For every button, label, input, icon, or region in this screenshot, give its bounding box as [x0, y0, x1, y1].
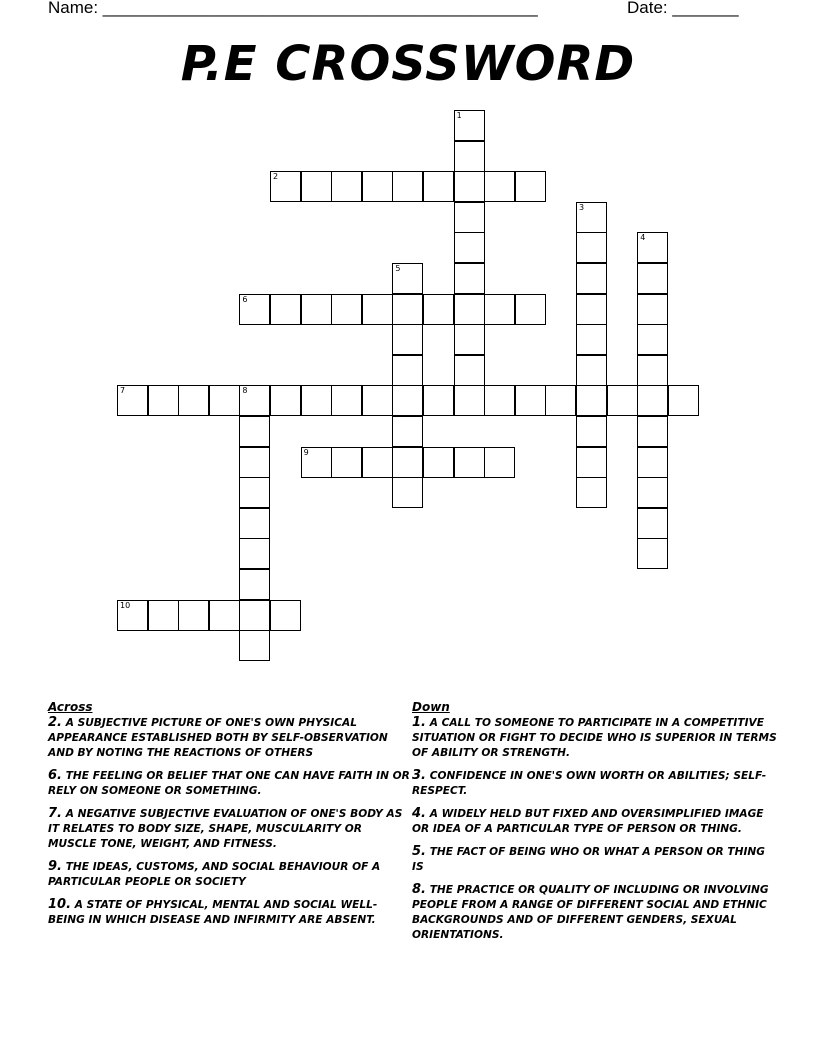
down-clue-4: 4. A WIDELY HELD BUT FIXED AND OVERSIMPLIFIED IMAGE OR IDEA OF A PARTICULAR TYPE OF PERSON OR THING.	[412, 806, 764, 835]
grid-cell[interactable]	[423, 447, 454, 478]
grid-cell[interactable]	[392, 385, 423, 416]
grid-cell[interactable]	[576, 202, 607, 233]
across-clue-7: 7. A NEGATIVE SUBJECTIVE EVALUATION OF ONE'S BODY AS IT RELATES TO BODY SIZE, SHAPE, MUSCULARITY OR MUSCLE TONE, WEIGHT, AND FITNESS.	[48, 806, 403, 850]
grid-cell[interactable]	[545, 385, 576, 416]
grid-cell[interactable]	[362, 171, 393, 202]
grid-cell[interactable]	[301, 447, 332, 478]
grid-cell[interactable]	[239, 508, 270, 539]
grid-cell[interactable]	[178, 600, 209, 631]
grid-cell[interactable]	[392, 324, 423, 355]
grid-cell[interactable]	[209, 385, 240, 416]
grid-cell[interactable]	[515, 385, 546, 416]
down-clues	[412, 700, 777, 950]
grid-cell[interactable]	[576, 385, 607, 416]
across-clues	[48, 700, 413, 935]
grid-cell[interactable]	[301, 171, 332, 202]
down-clue-1: 1. A CALL TO SOMEONE TO PARTICIPATE IN A COMPETITIVE SITUATION OR FIGHT TO DECIDE WHO IS SUPERIOR IN TERMS OF ABILITY OR STRENGTH.	[412, 715, 777, 759]
grid-cell[interactable]	[668, 385, 699, 416]
name-field-label: Name: ______________________________________________	[48, 0, 538, 17]
grid-cell[interactable]	[637, 355, 668, 386]
grid-cell[interactable]	[576, 294, 607, 325]
grid-cell[interactable]	[270, 385, 301, 416]
clue-number: 2	[273, 172, 279, 182]
grid-cell[interactable]	[392, 355, 423, 386]
grid-cell[interactable]	[362, 385, 393, 416]
grid-cell[interactable]	[454, 202, 485, 233]
grid-cell[interactable]	[392, 263, 423, 294]
grid-cell[interactable]	[362, 294, 393, 325]
grid-cell[interactable]	[239, 385, 270, 416]
grid-cell[interactable]	[392, 171, 423, 202]
clue-number: 3	[579, 202, 585, 212]
grid-cell[interactable]	[515, 171, 546, 202]
grid-cell[interactable]	[239, 294, 270, 325]
grid-cell[interactable]	[148, 385, 179, 416]
grid-cell[interactable]	[454, 324, 485, 355]
page-title: P.E CROSSWORD	[180, 36, 636, 92]
grid-cell[interactable]	[576, 355, 607, 386]
grid-cell[interactable]	[576, 324, 607, 355]
grid-cell[interactable]	[576, 232, 607, 263]
grid-cell[interactable]	[239, 630, 270, 661]
grid-cell[interactable]	[637, 232, 668, 263]
grid-cell[interactable]	[117, 600, 148, 631]
grid-cell[interactable]	[362, 447, 393, 478]
grid-cell[interactable]	[576, 416, 607, 447]
across-heading: Across	[48, 700, 93, 714]
grid-cell[interactable]	[331, 294, 362, 325]
grid-cell[interactable]	[576, 477, 607, 508]
grid-cell[interactable]	[239, 569, 270, 600]
clue-number: 4	[640, 233, 646, 243]
grid-cell[interactable]	[637, 447, 668, 478]
grid-cell[interactable]	[576, 263, 607, 294]
grid-cell[interactable]	[637, 263, 668, 294]
across-clue-6: 6. THE FEELING OR BELIEF THAT ONE CAN HAVE FAITH IN OR RELY ON SOMEONE OR SOMETHING.	[48, 768, 410, 797]
grid-cell[interactable]	[454, 294, 485, 325]
grid-cell[interactable]	[239, 416, 270, 447]
clue-number: 6	[242, 294, 248, 304]
grid-cell[interactable]	[301, 294, 332, 325]
grid-cell[interactable]	[392, 447, 423, 478]
grid-cell[interactable]	[637, 294, 668, 325]
grid-cell[interactable]	[454, 355, 485, 386]
grid-cell[interactable]	[484, 385, 515, 416]
grid-cell[interactable]	[454, 263, 485, 294]
grid-cell[interactable]	[637, 477, 668, 508]
grid-cell[interactable]	[454, 141, 485, 172]
grid-cell[interactable]	[423, 171, 454, 202]
grid-cell[interactable]	[637, 538, 668, 569]
grid-cell[interactable]	[484, 294, 515, 325]
grid-cell[interactable]	[270, 171, 301, 202]
grid-cell[interactable]	[209, 600, 240, 631]
grid-cell[interactable]	[392, 294, 423, 325]
grid-cell[interactable]	[392, 416, 423, 447]
grid-cell[interactable]	[148, 600, 179, 631]
grid-cell[interactable]	[484, 447, 515, 478]
grid-cell[interactable]	[239, 600, 270, 631]
down-clue-3: 3. CONFIDENCE IN ONE'S OWN WORTH OR ABILITIES; SELF-RESPECT.	[412, 768, 767, 797]
grid-cell[interactable]	[484, 171, 515, 202]
grid-cell[interactable]	[454, 385, 485, 416]
grid-cell[interactable]	[392, 477, 423, 508]
across-clue-2: 2. A SUBJECTIVE PICTURE OF ONE'S OWN PHYSICAL APPEARANCE ESTABLISHED BOTH BY SELF-OBSERVATION AND BY NOTING THE REACTIONS OF OTHERS	[48, 715, 388, 759]
grid-cell[interactable]	[423, 385, 454, 416]
down-heading: Down	[412, 700, 450, 714]
grid-cell[interactable]	[239, 477, 270, 508]
clue-number: 5	[395, 264, 401, 273]
grid-cell[interactable]	[454, 110, 485, 141]
grid-cell[interactable]	[178, 385, 209, 416]
across-clue-10: 10. A STATE OF PHYSICAL, MENTAL AND SOCIAL WELL-BEING IN WHICH DISEASE AND INFIRMITY ARE ABSENT.	[48, 897, 378, 926]
grid-cell[interactable]	[270, 600, 301, 631]
grid-cell[interactable]	[331, 447, 362, 478]
grid-cell[interactable]	[239, 538, 270, 569]
grid-cell[interactable]	[301, 385, 332, 416]
grid-cell[interactable]	[637, 385, 668, 416]
grid-cell[interactable]	[637, 416, 668, 447]
clue-number: 10	[120, 600, 131, 610]
grid-cell[interactable]	[454, 171, 485, 202]
clue-number: 1	[456, 111, 462, 120]
down-clue-8: 8. THE PRACTICE OR QUALITY OF INCLUDING OR INVOLVING PEOPLE FROM A RANGE OF DIFFERENT SOCIAL AND ETHNIC BACKGROUNDS AND OF DIFFERENT GENDERS, SEXUAL ORIENTATIONS.	[412, 882, 769, 941]
grid-cell[interactable]	[454, 232, 485, 263]
down-clue-5: 5. THE FACT OF BEING WHO OR WHAT A PERSON OR THING IS	[412, 844, 765, 873]
grid-cell[interactable]	[515, 294, 546, 325]
grid-cell[interactable]	[239, 447, 270, 478]
clue-number: 7	[120, 386, 126, 396]
grid-cell[interactable]	[607, 385, 638, 416]
grid-cell[interactable]	[637, 324, 668, 355]
grid-cell[interactable]	[117, 385, 148, 416]
grid-cell[interactable]	[331, 385, 362, 416]
grid-cell[interactable]	[637, 508, 668, 539]
grid-cell[interactable]	[576, 447, 607, 478]
grid-cell[interactable]	[423, 294, 454, 325]
clue-number: 9	[303, 447, 309, 457]
across-clue-9: 9. THE IDEAS, CUSTOMS, AND SOCIAL BEHAVIOUR OF A PARTICULAR PEOPLE OR SOCIETY	[48, 859, 381, 888]
grid-cell[interactable]	[454, 447, 485, 478]
grid-cell[interactable]	[270, 294, 301, 325]
grid-cell[interactable]	[331, 171, 362, 202]
clue-number: 8	[242, 386, 248, 396]
date-field-label: Date: _______	[627, 0, 739, 17]
